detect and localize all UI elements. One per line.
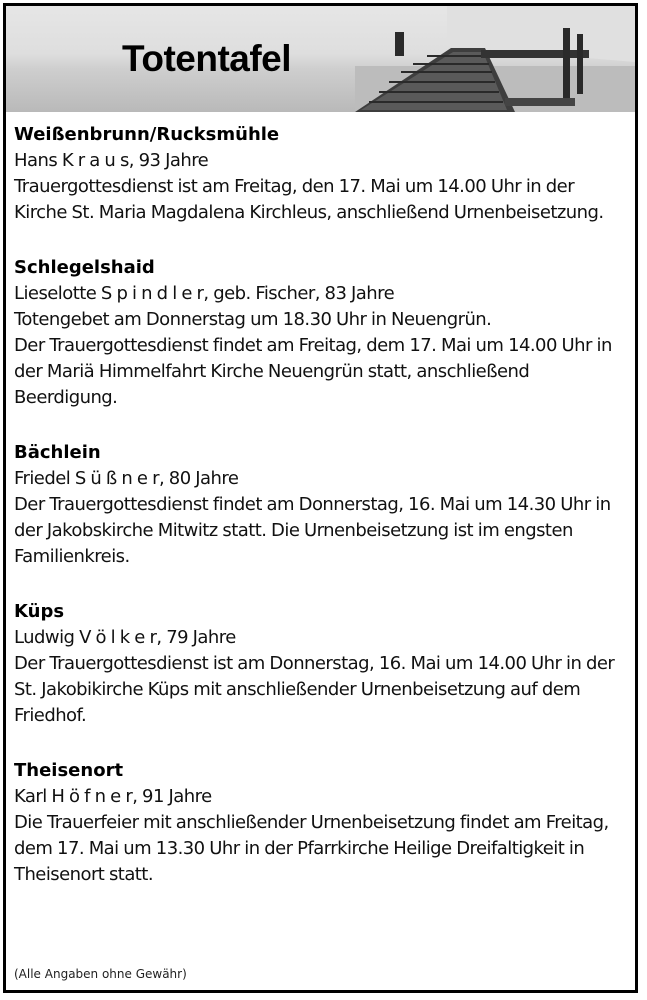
entry-place: Küps — [14, 601, 65, 622]
entry-details: Totengebet am Donnerstag um 18.30 Uhr in Neuengrün. — [14, 309, 492, 330]
obituary-board — [3, 3, 638, 993]
entry-name: Karl H ö f n e r, 91 Jahre — [14, 786, 212, 807]
obituary-entry — [14, 758, 627, 888]
entry-place: Schlegelshaid — [14, 257, 155, 278]
entry-name: Hans K r a u s, 93 Jahre — [14, 150, 209, 171]
header-banner — [6, 6, 635, 112]
entry-name: Ludwig V ö l k e r, 79 Jahre — [14, 627, 236, 648]
page-title: Totentafel — [122, 38, 292, 79]
entry-name: Friedel S ü ß n e r, 80 Jahre — [14, 468, 239, 489]
entry-details: Trauergottesdienst ist am Freitag, den 17. Mai um 14.00 Uhr in der Kirche St. Maria Magdalena Kirchleus, anschließend Urnenbeisetzung. — [14, 176, 604, 223]
entry-details: Der Trauergottesdienst findet am Donnerstag, 16. Mai um 14.30 Uhr in der Jakobskirche Mitwitz statt. Die Urnenbeisetzung ist im engsten Familienkreis. — [14, 494, 611, 567]
disclaimer-note: (Alle Angaben ohne Gewähr) — [14, 967, 187, 981]
obituary-entry — [14, 255, 627, 411]
obituary-entry — [14, 440, 627, 570]
entry-place: Bächlein — [14, 442, 101, 463]
entry-name: Lieselotte S p i n d l e r, geb. Fischer, 83 Jahre — [14, 283, 395, 304]
pier-image — [355, 6, 635, 112]
obituary-list — [6, 112, 635, 888]
entry-details: Die Trauerfeier mit anschließender Urnenbeisetzung findet am Freitag, dem 17. Mai um 13.30 Uhr in der Pfarrkirche Heilige Dreifaltigkeit in Theisenort statt. — [14, 812, 609, 885]
entry-details: Der Trauergottesdienst ist am Donnerstag, 16. Mai um 14.00 Uhr in der St. Jakobikirche Küps mit anschließender Urnenbeisetzung auf dem Friedhof. — [14, 653, 615, 726]
entry-place: Theisenort — [14, 760, 124, 781]
obituary-entry — [14, 122, 627, 226]
entry-details: Der Trauergottesdienst findet am Freitag, dem 17. Mai um 14.00 Uhr in der Mariä Himmelfahrt Kirche Neuengrün statt, anschließend Beerdigung. — [14, 335, 612, 408]
obituary-entry — [14, 599, 627, 729]
entry-place: Weißenbrunn/Rucksmühle — [14, 124, 280, 145]
